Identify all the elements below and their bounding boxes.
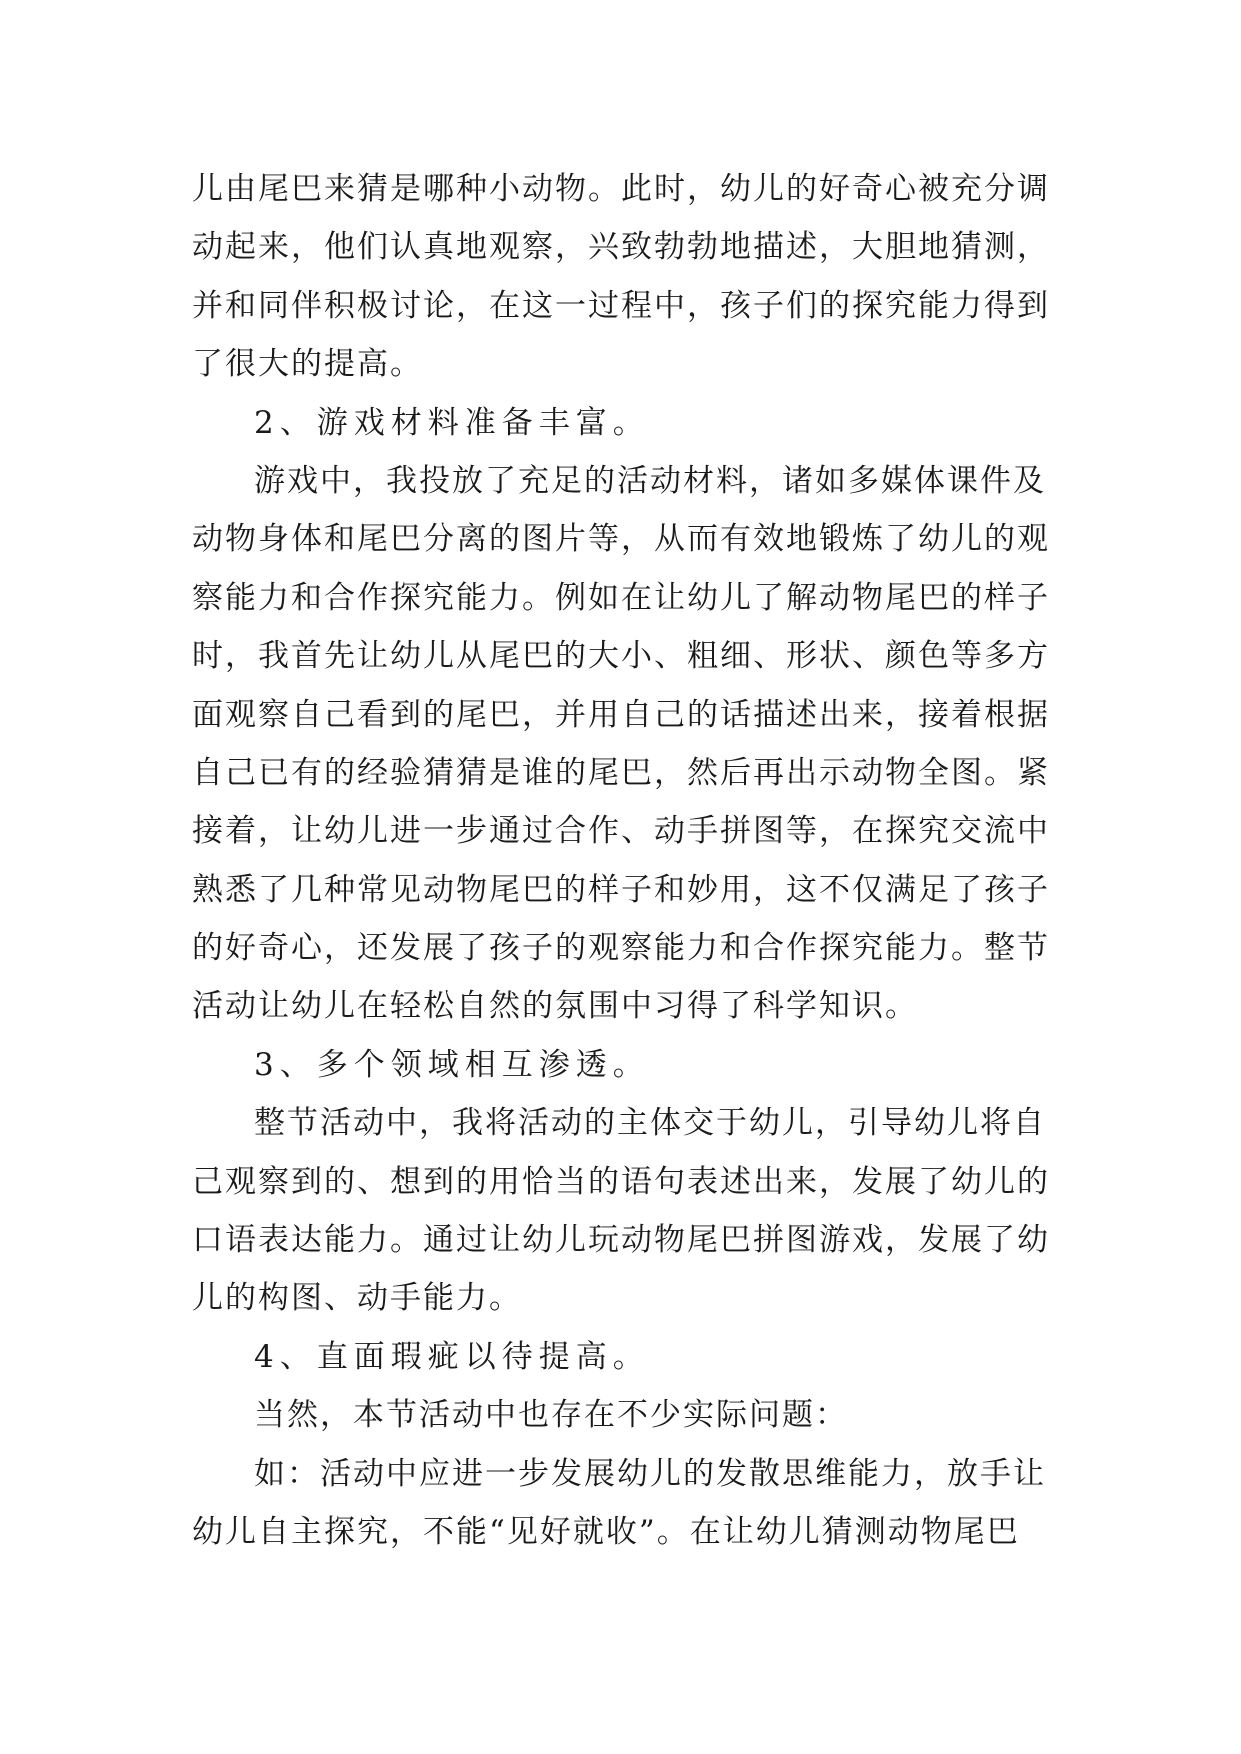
- text-line: 儿的构图、动手能力。: [192, 1280, 522, 1317]
- section-heading: 4、直面瑕疵以待提高。: [254, 1338, 650, 1375]
- text-line: 游戏中，我投放了充足的活动材料，诸如多媒体课件及: [254, 462, 1046, 499]
- text-line: 动物身体和尾巴分离的图片等，从而有效地锻炼了幼儿的观: [192, 521, 1050, 558]
- text-line: 当然，本节活动中也存在不少实际问题：: [254, 1397, 848, 1434]
- text-line: 了很大的提高。: [192, 346, 423, 383]
- section-heading: 3、多个领域相互渗透。: [254, 1046, 650, 1083]
- text-line: 己观察到的、想到的用恰当的语句表述出来，发展了幼儿的: [192, 1163, 1050, 1200]
- text-line: 整节活动中，我将活动的主体交于幼儿，引导幼儿将自: [254, 1105, 1046, 1142]
- text-line: 动起来，他们认真地观察，兴致勃勃地描述，大胆地猜测，: [192, 229, 1050, 266]
- text-line: 面观察自己看到的尾巴，并用自己的话描述出来，接着根据: [192, 696, 1050, 733]
- text-line: 自己已有的经验猜猜是谁的尾巴，然后再出示动物全图。紧: [192, 754, 1050, 791]
- text-line: 并和同伴积极讨论，在这一过程中，孩子们的探究能力得到: [192, 287, 1050, 324]
- text-line: 如：活动中应进一步发展幼儿的发散思维能力，放手让: [254, 1455, 1046, 1492]
- text-line: 熟悉了几种常见动物尾巴的样子和妙用，这不仅满足了孩子: [192, 871, 1050, 908]
- text-line: 时，我首先让幼儿从尾巴的大小、粗细、形状、颜色等多方: [192, 638, 1050, 675]
- text-line: 察能力和合作探究能力。例如在让幼儿了解动物尾巴的样子: [192, 579, 1050, 616]
- text-line: 接着，让幼儿进一步通过合作、动手拼图等，在探究交流中: [192, 813, 1050, 850]
- text-line: 活动让幼儿在轻松自然的氛围中习得了科学知识。: [192, 988, 918, 1025]
- text-line: 的好奇心，还发展了孩子的观察能力和合作探究能力。整节: [192, 930, 1050, 967]
- text-line: 儿由尾巴来猜是哪种小动物。此时，幼儿的好奇心被充分调: [192, 171, 1050, 207]
- body-text: [192, 160, 1062, 1561]
- text-line: 幼儿自主探究，不能“见好就收”。在让幼儿猜测动物尾巴: [192, 1513, 1020, 1550]
- text-line: 口语表达能力。通过让幼儿玩动物尾巴拼图游戏，发展了幼: [192, 1222, 1050, 1259]
- section-heading: 2、游戏材料准备丰富。: [254, 404, 650, 441]
